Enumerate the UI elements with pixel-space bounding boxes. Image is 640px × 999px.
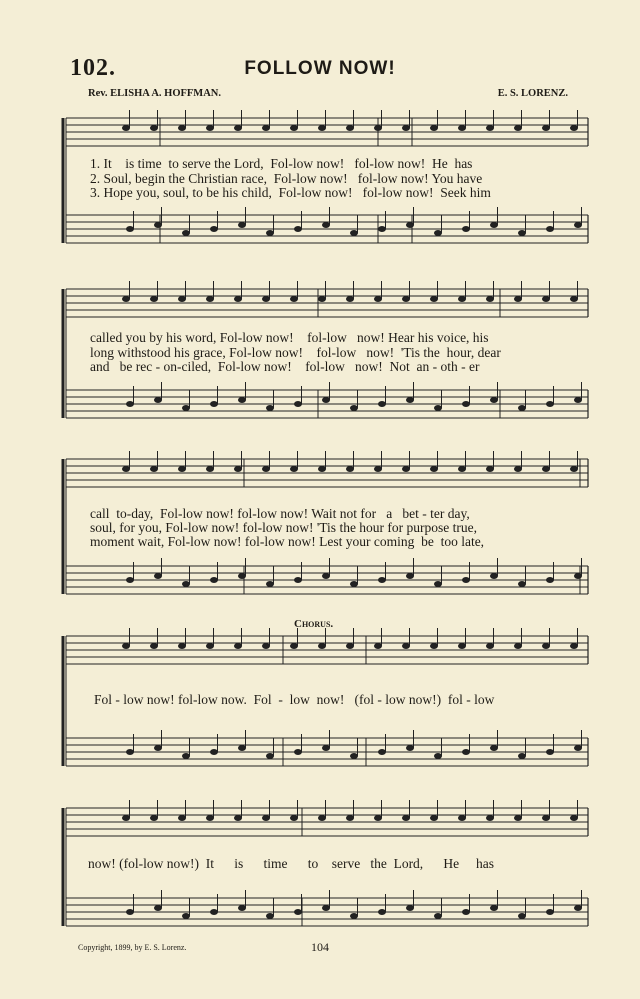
note-head <box>126 401 134 407</box>
note-head <box>154 745 162 751</box>
note-head <box>574 397 582 403</box>
note-head <box>294 749 302 755</box>
note-head <box>350 405 358 411</box>
note-head <box>350 753 358 759</box>
note-head <box>206 466 214 472</box>
hymn-title: FOLLOW NOW! <box>244 58 396 79</box>
note-head <box>182 230 190 236</box>
note-head <box>154 397 162 403</box>
note-head <box>294 909 302 915</box>
note-head <box>126 577 134 583</box>
note-head <box>546 226 554 232</box>
note-head <box>430 296 438 302</box>
note-head <box>210 909 218 915</box>
note-head <box>234 125 242 131</box>
note-head <box>462 401 470 407</box>
note-head <box>238 905 246 911</box>
note-head <box>402 815 410 821</box>
note-head <box>122 125 130 131</box>
note-head <box>514 643 522 649</box>
note-head <box>210 749 218 755</box>
note-head <box>458 466 466 472</box>
note-head <box>570 466 578 472</box>
note-head <box>514 296 522 302</box>
note-head <box>378 401 386 407</box>
note-head <box>546 401 554 407</box>
note-head <box>126 909 134 915</box>
note-head <box>150 296 158 302</box>
note-head <box>150 466 158 472</box>
note-head <box>546 749 554 755</box>
lyric-line: 2. Soul, begin the Christian race, Fol-low now! fol-low now! You have <box>90 171 483 186</box>
note-head <box>462 749 470 755</box>
note-head <box>290 296 298 302</box>
note-head <box>574 905 582 911</box>
note-head <box>378 577 386 583</box>
note-head <box>122 466 130 472</box>
note-head <box>266 913 274 919</box>
note-head <box>518 581 526 587</box>
note-head <box>570 296 578 302</box>
lyric-line: moment wait, Fol-low now! fol-low now! Lest your coming be too late, <box>90 534 485 549</box>
note-head <box>462 226 470 232</box>
note-head <box>574 222 582 228</box>
note-head <box>322 397 330 403</box>
note-head <box>266 581 274 587</box>
note-head <box>434 581 442 587</box>
note-head <box>178 125 186 131</box>
note-head <box>542 466 550 472</box>
note-head <box>570 643 578 649</box>
note-head <box>542 296 550 302</box>
note-head <box>210 577 218 583</box>
note-head <box>458 643 466 649</box>
copyright-notice: Copyright, 1899, by E. S. Lorenz. <box>78 943 187 952</box>
note-head <box>374 815 382 821</box>
note-head <box>486 296 494 302</box>
note-head <box>350 581 358 587</box>
note-head <box>462 577 470 583</box>
note-head <box>434 405 442 411</box>
note-head <box>238 222 246 228</box>
note-head <box>150 815 158 821</box>
note-head <box>486 815 494 821</box>
note-head <box>182 753 190 759</box>
note-head <box>574 745 582 751</box>
note-head <box>486 466 494 472</box>
note-head <box>346 125 354 131</box>
note-head <box>266 230 274 236</box>
note-head <box>430 466 438 472</box>
note-head <box>290 466 298 472</box>
note-head <box>182 913 190 919</box>
note-head <box>262 466 270 472</box>
note-head <box>322 222 330 228</box>
note-head <box>206 125 214 131</box>
note-head <box>318 815 326 821</box>
note-head <box>318 466 326 472</box>
note-head <box>122 296 130 302</box>
note-head <box>234 815 242 821</box>
note-head <box>406 745 414 751</box>
note-head <box>238 573 246 579</box>
note-head <box>406 905 414 911</box>
note-head <box>458 125 466 131</box>
note-head <box>458 296 466 302</box>
note-head <box>374 125 382 131</box>
note-head <box>402 466 410 472</box>
note-head <box>122 643 130 649</box>
note-head <box>490 905 498 911</box>
note-head <box>518 913 526 919</box>
note-head <box>346 466 354 472</box>
note-head <box>378 749 386 755</box>
note-head <box>542 815 550 821</box>
note-head <box>262 643 270 649</box>
note-head <box>126 749 134 755</box>
note-head <box>374 296 382 302</box>
note-head <box>262 125 270 131</box>
note-head <box>570 815 578 821</box>
lyric-line: Fol - low now! fol-low now. Fol - low now! (fol - low now!) fol - low <box>94 692 495 707</box>
hymn-number: 102. <box>70 55 116 81</box>
note-head <box>546 577 554 583</box>
lyric-line: called you by his word, Fol-low now! fol-low now! Hear his voice, his <box>90 330 489 345</box>
note-head <box>574 573 582 579</box>
note-head <box>322 745 330 751</box>
note-head <box>406 222 414 228</box>
note-head <box>402 643 410 649</box>
note-head <box>210 226 218 232</box>
note-head <box>206 296 214 302</box>
note-head <box>178 815 186 821</box>
note-head <box>542 643 550 649</box>
note-head <box>178 643 186 649</box>
note-head <box>154 222 162 228</box>
note-head <box>346 296 354 302</box>
note-head <box>490 397 498 403</box>
note-head <box>570 125 578 131</box>
note-head <box>374 466 382 472</box>
note-head <box>350 230 358 236</box>
note-head <box>322 573 330 579</box>
note-head <box>290 125 298 131</box>
note-head <box>350 913 358 919</box>
page-number: 104 <box>311 940 329 954</box>
note-head <box>154 905 162 911</box>
lyric-line: 1. It is time to serve the Lord, Fol-low now! fol-low now! He has <box>90 156 473 171</box>
note-head <box>182 581 190 587</box>
note-head <box>514 815 522 821</box>
note-head <box>206 643 214 649</box>
lyric-line: long withstood his grace, Fol-low now! fol-low now! 'Tis the hour, dear <box>90 345 501 360</box>
note-head <box>238 397 246 403</box>
note-head <box>206 815 214 821</box>
note-head <box>346 815 354 821</box>
note-head <box>154 573 162 579</box>
lyric-line: and be rec - on-ciled, Fol-low now! fol-low now! Not an - oth - er <box>90 359 480 374</box>
note-head <box>430 125 438 131</box>
note-head <box>126 226 134 232</box>
note-head <box>490 573 498 579</box>
note-head <box>234 466 242 472</box>
composer-credit: E. S. LORENZ. <box>497 88 568 99</box>
note-head <box>486 643 494 649</box>
note-head <box>546 909 554 915</box>
note-head <box>150 643 158 649</box>
note-head <box>542 125 550 131</box>
note-head <box>346 643 354 649</box>
note-head <box>406 397 414 403</box>
note-head <box>322 905 330 911</box>
lyric-line: now! (fol-low now!) It is time to serve the Lord, He has <box>88 856 495 871</box>
note-head <box>294 577 302 583</box>
note-head <box>434 753 442 759</box>
note-head <box>486 125 494 131</box>
note-head <box>430 815 438 821</box>
note-head <box>178 466 186 472</box>
note-head <box>210 401 218 407</box>
note-head <box>378 226 386 232</box>
note-head <box>402 125 410 131</box>
note-head <box>434 913 442 919</box>
note-head <box>514 466 522 472</box>
note-head <box>458 815 466 821</box>
note-head <box>378 909 386 915</box>
note-head <box>234 296 242 302</box>
note-head <box>150 125 158 131</box>
lyric-line: soul, for you, Fol-low now! fol-low now! 'Tis the hour for purpose true, <box>90 520 478 535</box>
lyric-line: call to-day, Fol-low now! fol-low now! Wait not for a bet - ter day, <box>90 506 470 521</box>
note-head <box>490 222 498 228</box>
note-head <box>318 125 326 131</box>
lyric-line: 3. Hope you, soul, to be his child, Fol-low now! fol-low now! Seek him <box>90 185 491 200</box>
note-head <box>514 125 522 131</box>
note-head <box>318 643 326 649</box>
note-head <box>262 296 270 302</box>
note-head <box>374 643 382 649</box>
note-head <box>290 815 298 821</box>
note-head <box>518 753 526 759</box>
note-head <box>122 815 130 821</box>
note-head <box>238 745 246 751</box>
note-head <box>266 753 274 759</box>
note-head <box>518 405 526 411</box>
note-head <box>178 296 186 302</box>
note-head <box>294 226 302 232</box>
note-head <box>262 815 270 821</box>
author-credit: Rev. ELISHA A. HOFFMAN. <box>88 88 222 99</box>
note-head <box>406 573 414 579</box>
note-head <box>182 405 190 411</box>
chorus-label: Chorus. <box>294 618 334 630</box>
note-head <box>234 643 242 649</box>
note-head <box>490 745 498 751</box>
note-head <box>518 230 526 236</box>
note-head <box>290 643 298 649</box>
note-head <box>462 909 470 915</box>
note-head <box>434 230 442 236</box>
note-head <box>294 401 302 407</box>
note-head <box>318 296 326 302</box>
note-head <box>430 643 438 649</box>
note-head <box>266 405 274 411</box>
note-head <box>402 296 410 302</box>
